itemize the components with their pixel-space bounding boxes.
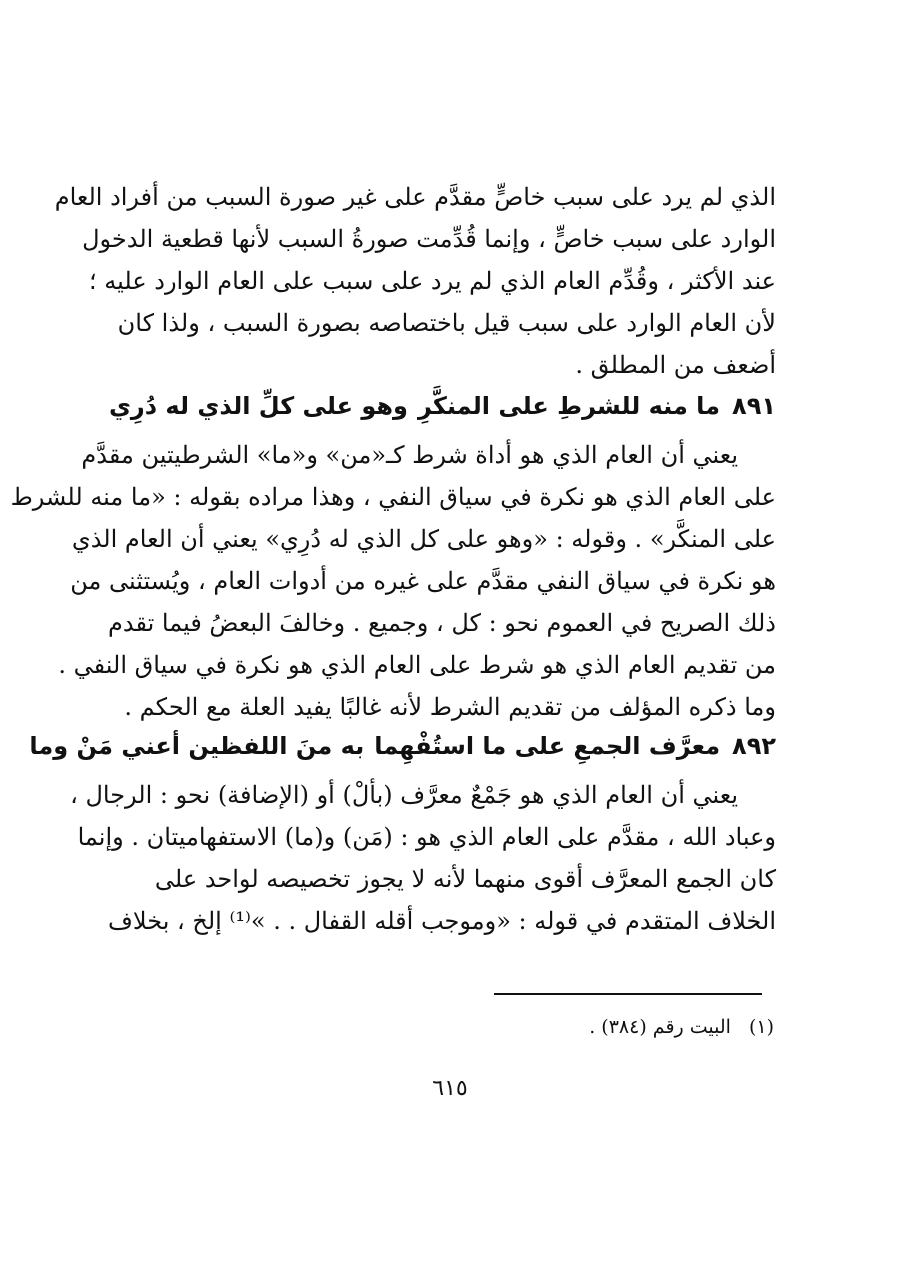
text-line: على العام الذي هو نكرة في سياق النفي ، وهذا مراده بقوله : «ما منه للشرط — [10, 483, 776, 511]
text-line: وما ذكره المؤلف من تقديم الشرط لأنه غالبًا يفيد العلة مع الحكم . — [124, 693, 776, 721]
footnote — [589, 1012, 774, 1042]
page-number: ٦١٥ — [432, 1076, 468, 1101]
verse-891 — [108, 384, 776, 428]
text-line: يعني أن العام الذي هو أداة شرط كـ«من» و«ما» الشرطيتين مقدَّم — [81, 441, 738, 469]
footnote-text: البيت رقم (٣٨٤) . — [589, 1016, 731, 1038]
text-line: على المنكَّر» . وقوله : «وهو على كل الذي له دُرِي» يعني أن العام الذي — [71, 525, 776, 553]
text-line: وعباد الله ، مقدَّم على العام الذي هو : (مَن) و(ما) الاستفهاميتان . وإنما — [77, 823, 776, 851]
text-line: الوارد على سبب خاصٍّ ، وإنما قُدِّمت صورةُ السبب لأنها قطعية الدخول — [82, 225, 776, 253]
text-line: يعني أن العام الذي هو جَمْعٌ معرَّف (بألْ) أو (الإضافة) نحو : الرجال ، — [70, 781, 738, 809]
text-line: من تقديم العام الذي هو شرط على العام الذي هو نكرة في سياق النفي . — [58, 651, 776, 679]
verse-line — [29, 724, 776, 768]
text-line: كان الجمع المعرَّف أقوى منهما لأنه لا يجوز تخصيصه لواحد على — [154, 865, 776, 893]
text-line: ذلك الصريح في العموم نحو : كل ، وجميع . وخالفَ البعضُ فيما تقدم — [107, 609, 776, 637]
footnote-separator — [494, 993, 762, 995]
paragraph-2 — [10, 434, 776, 728]
text-line: الذي لم يرد على سبب خاصٍّ مقدَّم على غير صورة السبب من أفراد العام — [54, 183, 776, 211]
verse-hemistich-1: معرَّف الجمعِ على ما استُفْهِما — [374, 732, 721, 760]
verse-number: ٨٩٢ — [732, 732, 776, 760]
verse-hemistich-2: به منَ اللفظين أعني مَنْ وما — [29, 732, 365, 760]
verse-number: ٨٩١ — [732, 392, 776, 420]
verse-hemistich-2: وهو على كلِّ الذي له دُرِي — [108, 392, 408, 420]
paragraph-3 — [70, 774, 776, 942]
text-line: هو نكرة في سياق النفي مقدَّم على غيره من أدوات العام ، ويُستثنى من — [70, 567, 776, 595]
verse-line — [108, 384, 776, 428]
text-line: الخلاف المتقدم في قوله : «وموجب أقله القفال . . »⁽¹⁾ إلخ ، بخلاف — [108, 907, 776, 935]
verse-892 — [29, 724, 776, 768]
paragraph-1 — [54, 176, 776, 386]
text-line: لأن العام الوارد على سبب قيل باختصاصه بصورة السبب ، ولذا كان — [117, 309, 776, 337]
verse-hemistich-1: ما منه للشرطِ على المنكَّرِ — [417, 392, 721, 420]
footnote-number: (١) — [748, 1016, 774, 1038]
text-line: أضعف من المطلق . — [575, 351, 776, 379]
text-line: عند الأكثر ، وقُدِّم العام الذي لم يرد على سبب على العام الوارد عليه ؛ — [89, 267, 776, 295]
